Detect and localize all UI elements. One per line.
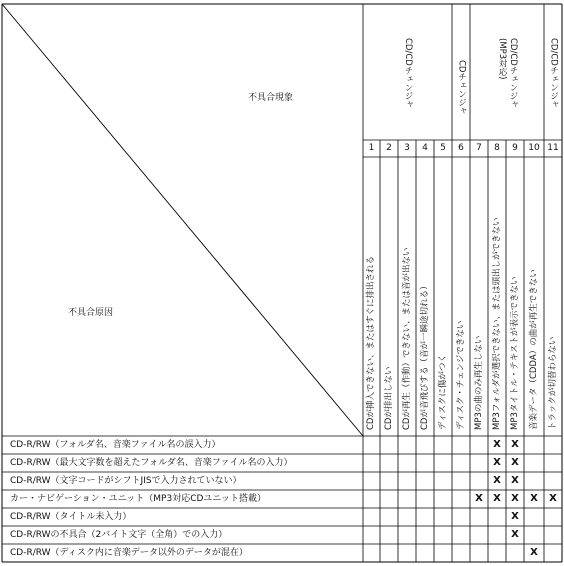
x-mark: X (549, 493, 557, 504)
column-number: 6 (458, 143, 464, 153)
column-number: 1 (368, 143, 375, 153)
column-number: 10 (528, 143, 540, 153)
cause-label: CD-R/RW（フォルダ名、音楽ファイル名の誤入力） (10, 440, 221, 450)
cause-label: CD-R/RWの不具合（2バイト文字（全角）での入力） (10, 530, 228, 540)
x-mark: X (530, 547, 538, 558)
column-number: 5 (440, 143, 446, 153)
column-number: 7 (476, 143, 482, 153)
x-mark: X (511, 439, 519, 450)
x-mark: X (475, 493, 483, 504)
symptom-label: CDが挿入できない、またはすぐに排出される (366, 256, 376, 430)
header-diagonal (2, 4, 363, 436)
cause-label: CD-R/RW（ディスク内に音楽データ以外のデータが混在） (10, 548, 248, 558)
x-mark: X (511, 529, 519, 540)
symptom-label: MP3の曲のみ再生しない (473, 335, 484, 430)
group-label: CDチェンジャ (456, 60, 467, 115)
column-number: 2 (386, 143, 392, 153)
x-mark: X (511, 511, 519, 522)
cause-label: CD-R/RW（最大文字数を超えたフォルダ名、音楽ファイル名の入力） (10, 458, 293, 468)
symptom-label: トラックが切替わらない (547, 336, 558, 430)
symptom-label: CDが再生（作動）できない、または音が出ない (401, 247, 412, 430)
column-number: 3 (404, 143, 410, 153)
symptom-label: MP3フォルダが選択できない、または頭出しができない (491, 217, 502, 430)
x-mark: X (493, 493, 501, 504)
group-label: CD/CDチェンジャ (548, 38, 559, 109)
column-number: 11 (547, 143, 559, 153)
group-label: CD/CDチェンジャ (508, 38, 518, 109)
column-number: 9 (512, 143, 518, 153)
x-mark: X (511, 475, 519, 486)
symptom-label: ディスク・チェンジできない (455, 320, 466, 430)
x-mark: X (493, 439, 501, 450)
symptom-label: CDが音飛びする（音が一瞬途切れる） (419, 281, 430, 430)
cause-label: CD-R/RW（タイトル未入力） (10, 512, 132, 522)
cause-label: カー・ナビゲーション・ユニット（MP3対応CDユニット搭載） (10, 494, 267, 504)
symptom-label: ディスクに傷がつく (437, 354, 448, 430)
symptom-label: 音楽データ（CDDA）の曲が再生できない (528, 269, 539, 430)
cause-label: CD-R/RW（文字コードがシフトJISで入力されていない） (10, 476, 242, 486)
group-label: (MP3対応) (497, 38, 507, 80)
column-number: 4 (422, 143, 428, 153)
cause-header: 不具合原因 (68, 308, 114, 318)
symptom-label: CDが排出しない (383, 366, 394, 430)
x-mark: X (530, 493, 538, 504)
x-mark: X (493, 475, 501, 486)
phenomenon-header: 不具合現象 (248, 93, 294, 103)
x-mark: X (493, 457, 501, 468)
column-number: 8 (494, 143, 500, 153)
x-mark: X (511, 457, 519, 468)
group-label: CD/CDチェンジャ (403, 38, 413, 109)
symptom-label: MP3タイトル・テキストが表示できない (509, 276, 520, 430)
x-mark: X (511, 493, 519, 504)
